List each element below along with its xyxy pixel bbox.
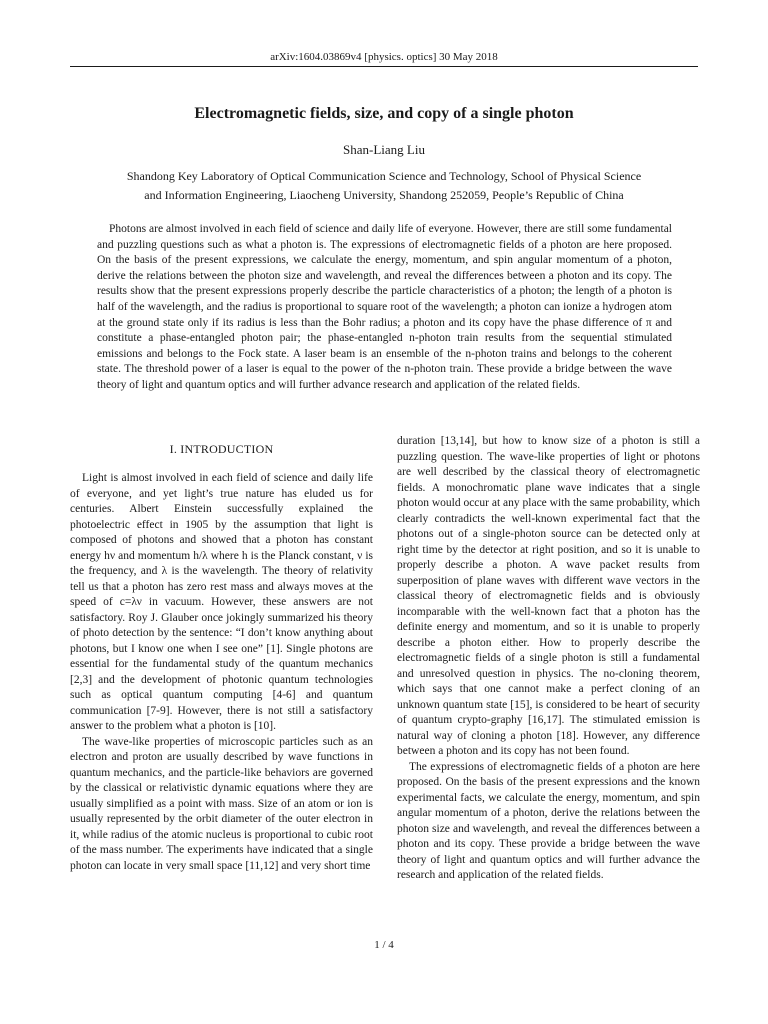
section-heading: I. INTRODUCTION [169, 442, 274, 456]
arxiv-header: arXiv:1604.03869v4 [physics. optics] 30 May 2018 [270, 51, 498, 63]
header-divider [70, 66, 698, 67]
affiliation-line: Shandong Key Laboratory of Optical Communication Science and Technology, School of Physical Science [126, 169, 642, 183]
body-paragraph: duration [13,14], but how to know size of a photon is still a puzzling question. The wave-like properties of light or photons are well described by the classical theory of electromagnetic fields. A monochromatic plane wave indicates that a single photon would occur at any place with the same probability, which clearly contradicts the well-known experimental fact that the photons out of a single-photon source can be detected only at right time by the detector at right position, and so it is unable to properly describe a photon. A wave packet results from superposition of plane waves with different wave vectors in the classical theory of electromagnetic fields and is obviously incomparable with the well-known fact that a photon has the definite energy and momentum, and so it is unable to properly describe a photon either. How to properly describe the electromagnetic fields of a single photon is still a fundamental and unresolved question in physics. The no-cloning theorem, which says that one cannot make a perfect cloning of an unknown quantum state [15], is considered to be heart of security of quantum crypto-graphy [16,17]. The stimulated emission is natural way of cloning a photon [18]. However, any difference between a photon and its copy has not been found. [397, 435, 700, 757]
abstract: Photons are almost involved in each field of science and daily life of everyone. However, there are still some fundamental and puzzling questions such as what a photon is. The expressions of electromagnetic fields of a photon are here proposed. On the basis of the present expressions, we calculate the energy, momentum, and spin angular momentum of a photon, derive the relations between the photon size and wavelength, and reveal the differences between a photon and its copy. The results show that the present expressions properly describe the particle characteristics of a photon; the length of a photon is half of the wavelength, and the radius is proportional to square root of the wavelength; a photon can ionize a hydrogen atom at the ground state only if its radius is less than the Bohr radius; a photon and its copy have the phase difference of π and constitute a phase-entangled photon pair; the phase-entangled n-photon train results from the sequential stimulated emissions and belongs to the Fock state. A laser beam is an ensemble of the n-photon trains and belongs to the coherent state. The threshold power of a laser is equal to the power of the n-photon train. These provide a bridge between the wave theory of light and quantum optics and will further advance research and application of the related fields. [97, 223, 672, 391]
author-name: Shan-Liang Liu [343, 142, 425, 157]
affiliation [70, 167, 698, 205]
body-paragraph: The expressions of electromagnetic fields of a photon are here proposed. On the basis of the present expressions and the known experimental facts, we calculate the energy, momentum, and spin angular momentum of a photon, derive the relations between the photon size and wavelength, and reveal the differences between a photon and its copy. These provide a bridge between the wave theory of light and quantum optics and will further advance the research and application of the related fields. [397, 760, 700, 881]
page-number: 1 / 4 [374, 939, 394, 951]
right-column [397, 434, 700, 884]
body-paragraph: The wave-like properties of microscopic particles such as an electron and proton are usually described by wave functions in quantum mechanics, and the particle-like behaviors are governed by the classical or relativistic dynamic equations where they are usually simplified as a point with mass. Size of an atom or ion is usually represented by the orbit diameter of the outer electron in it, while radius of the atomic nucleus is proportional to cubic root of the mass number. The experiments have indicated that a single photon can locate in very small space [11,12] and very short time [70, 735, 373, 872]
affiliation-line: and Information Engineering, Liaocheng University, Shandong 252059, People’s Republic of China [144, 188, 624, 202]
body-paragraph: Light is almost involved in each field of science and daily life of everyone, and yet light’s true nature has eluded us for centuries. Albert Einstein successfully explained the photoelectric effect in 1905 by the assumption that light is composed of photons and showed that a photon has constant energy hν and momentum h/λ where h is the Planck constant, ν is the frequency, and λ is the wavelength. The theory of relativity tell us that a photon has zero rest mass and always moves at the speed of c=λν in vacuum. However, these answers are not satisfactory. Roy J. Glauber once jokingly summarized his theory of photo detection by the sentence: “I don’t know anything about photons, but I know one when I see one” [1]. Single photons are essential for the fundamental study of the quantum mechanics [2,3] and the development of photonic quantum technologies such as optical quantum computing [4-6] and quantum communication [7-9]. However, there is not still a satisfactory answer to the problem what a photon is [10]. [70, 472, 373, 732]
left-column [70, 434, 373, 874]
paper-title: Electromagnetic fields, size, and copy of a single photon [194, 105, 574, 122]
